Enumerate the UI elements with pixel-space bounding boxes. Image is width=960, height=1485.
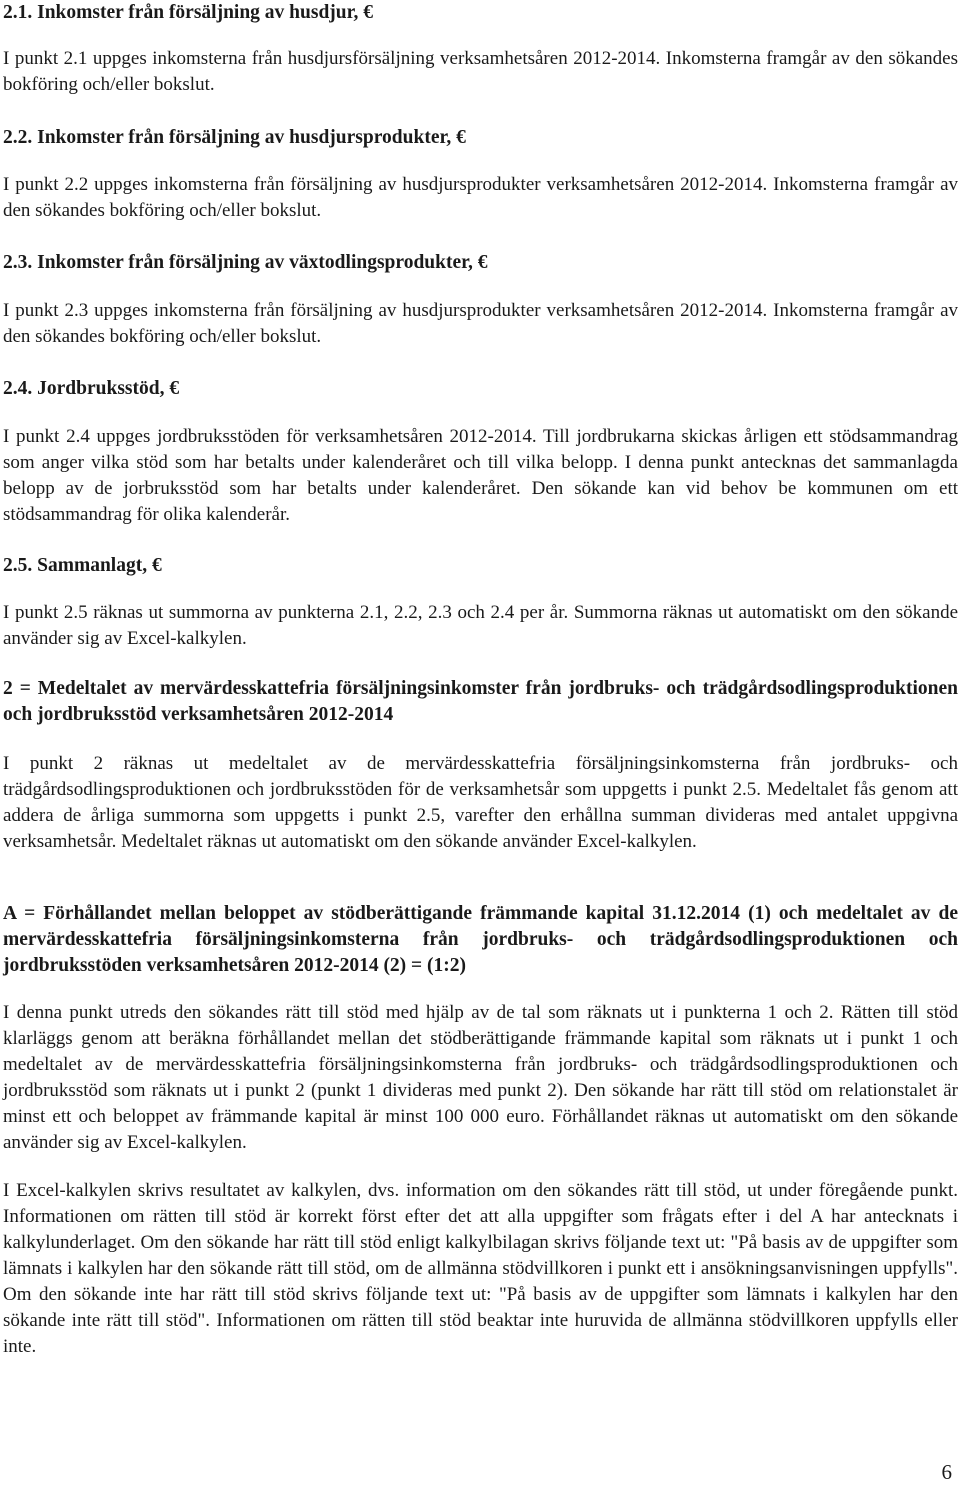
paragraph-2-2: I punkt 2.2 uppges inkomsterna från försäljning av husdjursprodukter verksamhetsåren 2012-2014. Inkomsterna framgår av den sökandes bokföring och/eller bokslut. <box>3 174 958 221</box>
heading-average: 2 = Medeltalet av mervärdesskattefria försäljningsinkomster från jordbruks- och trädgårdsodlingsproduktionen och jordbruksstöd verksamhetsåren 2012-2014 <box>3 678 958 725</box>
paragraph-excel: I Excel-kalkylen skrivs resultatet av kalkylen, dvs. information om den sökandes rätt till stöd, ut under föregående punkt. Informationen om rätten till stöd är korrekt först efter det att alla uppgifter som frågats efter i del A har antecknats i kalkylunderlaget. Om den sökande har rätt till stöd enligt kalkylbilagan skrivs följande text ut: "På basis av de uppgifter som lämnats i kalkylen har den sökande rätt till stöd, om de allmänna stödvillkoren i punkt ett i ansökningsanvisningen uppfylls". Om den sökande inte har rätt till stöd skrivs följande text ut: "På basis av de uppgifter som lämnats i kalkylen har den sökande inte rätt till stöd". Informationen om rätten till stöd beaktar inte huruvida de allmänna stödvillkoren uppfylls eller inte. <box>3 1180 958 1357</box>
heading-2-4: 2.4. Jordbruksstöd, € <box>3 378 180 399</box>
paragraph-2-1: I punkt 2.1 uppges inkomsterna från husdjursförsäljning verksamhetsåren 2012-2014. Inkomsterna framgår av den sökandes bokföring och/eller bokslut. <box>3 48 958 95</box>
page-number: 6 <box>941 1460 952 1484</box>
paragraph-2-4: I punkt 2.4 uppges jordbruksstöden för verksamhetsåren 2012-2014. Till jordbrukarna skickas årligen ett stödsammandrag som anger vilka stöd som har betalts under kalenderåret och till vilka belopp. I denna punkt antecknas det sammanlagda belopp av de jorbruksstöd som har betalts under kalenderåret. Den sökande kan vid behov be kommunen om ett stödsammandrag för olika kalenderår. <box>3 426 958 525</box>
heading-2-1: 2.1. Inkomster från försäljning av husdjur, € <box>3 2 374 23</box>
heading-ratio: A = Förhållandet mellan beloppet av stödberättigande främmande kapital 31.12.2014 (1) och medeltalet av de mervärdesskattefria försäljningsinkomsterna från jordbruks- och trädgårdsodlingsproduktionen och jordbruksstöden verksamhetsåren 2012-2014 (2) = (1:2) <box>3 903 958 976</box>
heading-2-2: 2.2. Inkomster från försäljning av husdjursprodukter, € <box>3 127 466 148</box>
paragraph-2-5: I punkt 2.5 räknas ut summorna av punkterna 2.1, 2.2, 2.3 och 2.4 per år. Summorna räknas ut automatiskt om den sökande använder sig av Excel-kalkylen. <box>3 602 958 649</box>
heading-2-5: 2.5. Sammanlagt, € <box>3 555 162 576</box>
heading-2-3: 2.3. Inkomster från försäljning av växtodlingsprodukter, € <box>3 252 488 273</box>
paragraph-average: I punkt 2 räknas ut medeltalet av de mervärdesskattefria försäljningsinkomsterna från jordbruks- och trädgårdsodlingsproduktionen och jordbruksstöden för de verksamhetsår som uppgetts i punkt 2.5. Medeltalet fås genom att addera de årliga summorna som uppgetts i punkt 2.5, varefter den erhållna summan divideras med antalet uppgivna verksamhetsår. Medeltalet räknas ut automatiskt om den sökande använder Excel-kalkylen. <box>3 753 958 852</box>
paragraph-ratio: I denna punkt utreds den sökandes rätt till stöd med hjälp av de tal som räknats ut i punkterna 1 och 2. Rätten till stöd klarläggs genom att beräkna förhållandet mellan det stödberättigande främmande kapital som räknats ut i punkt 1 och medeltalet av de mervärdesskattefria försäljningsinkomsterna från jordbruks- och trädgårdsodlingsproduktionen och jordbruksstöd som räknats ut i punkt 2 (punkt 1 divideras med punkt 2). Den sökande har rätt till stöd om relationstalet är minst ett och beloppet av främmande kapital är minst 100 000 euro. Förhållandet räknas ut automatiskt om den sökande använder sig av Excel-kalkylen. <box>3 1002 958 1153</box>
paragraph-2-3: I punkt 2.3 uppges inkomsterna från försäljning av husdjursprodukter verksamhetsåren 2012-2014. Inkomsterna framgår av den sökandes bokföring och/eller bokslut. <box>3 300 958 347</box>
